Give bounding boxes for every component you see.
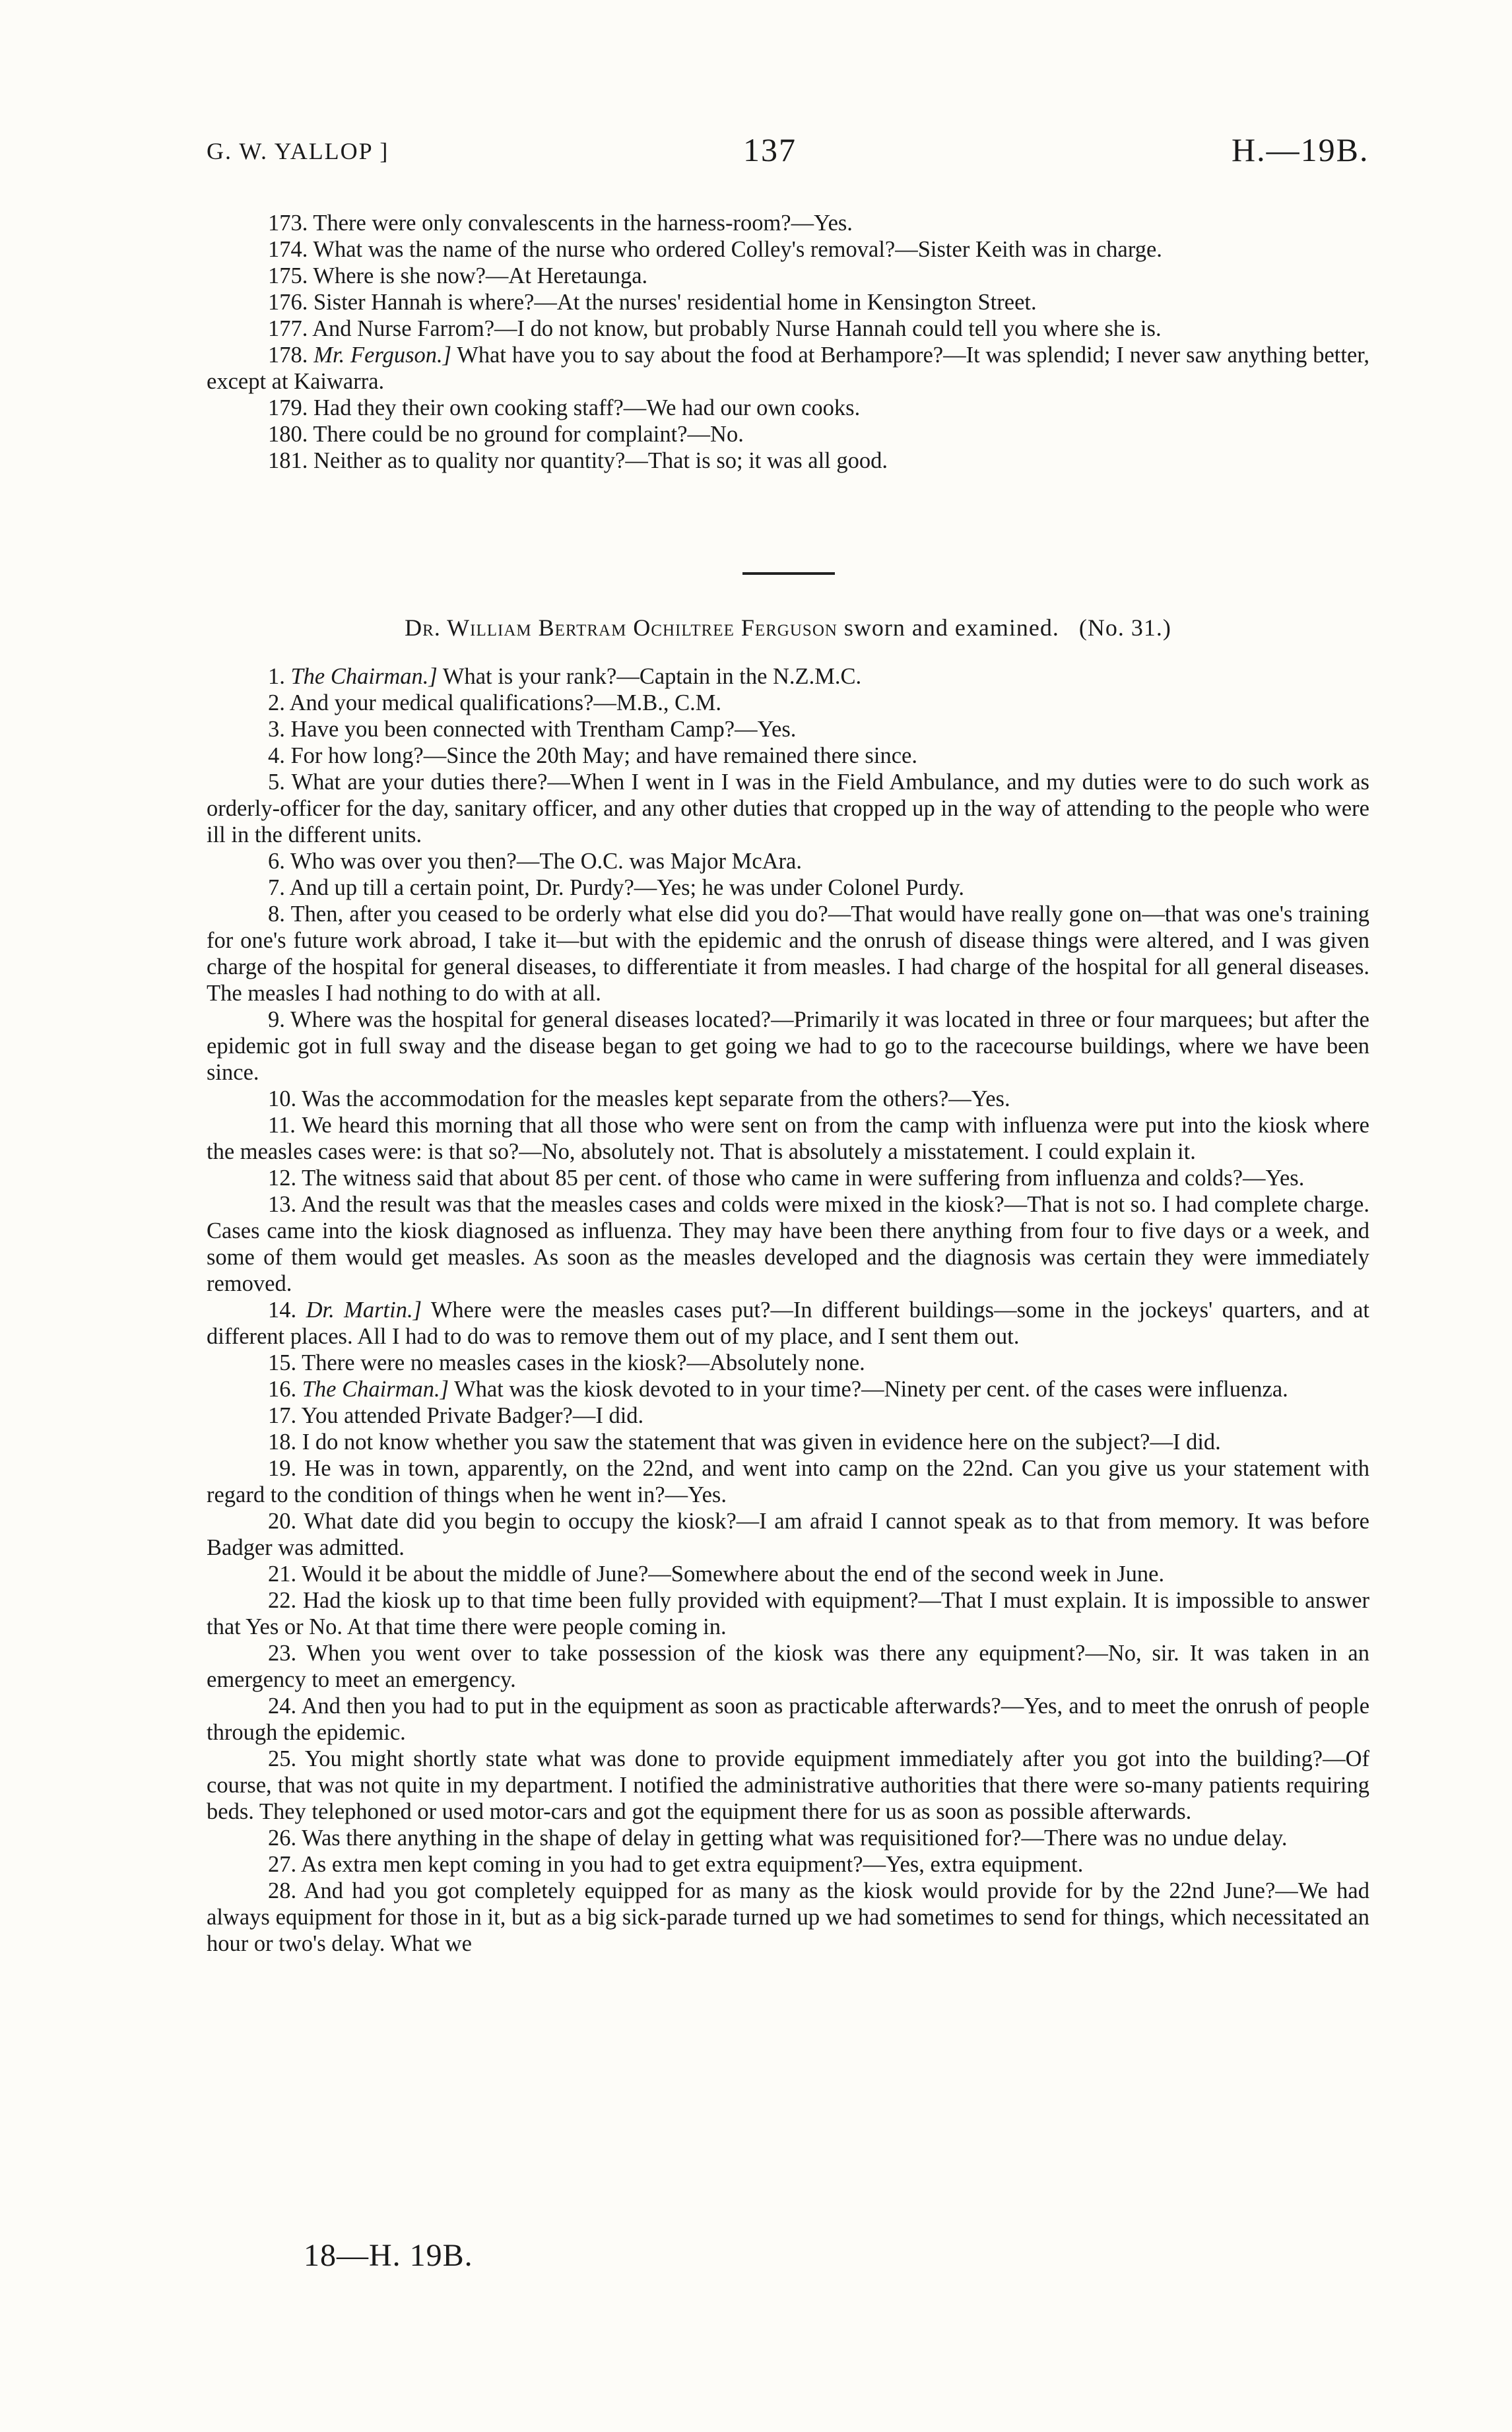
question-number: 21. [268,1561,297,1587]
question-answer-text: He was in town, apparently, on the 22nd, and went into camp on the 22nd. Can you give us your statement with regard to the condition of things when he went in?—Yes. [207,1456,1370,1507]
question-number: 26. [268,1825,297,1851]
testimony-paragraph [207,1640,1369,1693]
question-number: 177. [268,316,308,341]
testimony-paragraph [207,716,1369,742]
testimony-paragraph [207,1112,1369,1165]
question-number: 22. [268,1588,297,1613]
question-answer-text: And Nurse Farrom?—I do not know, but probably Nurse Hannah could tell you where she is. [312,316,1162,341]
question-number: 174. [268,237,308,262]
question-number: 181. [268,448,308,473]
question-answer-text: We heard this morning that all those who were sent on from the camp with influenza were put into the kiosk where the measles cases were: is that so?—No, absolutely not. That is absolutely a misstatement. I could explain it. [207,1113,1369,1164]
testimony-paragraph [207,690,1369,716]
testimony-paragraph [207,1878,1369,1957]
witness-number: (No. 31.) [1078,614,1171,641]
question-number: 1. [268,664,285,689]
question-answer-text: What was the name of the nurse who ordered Colley's removal?—Sister Keith was in charge. [313,237,1162,262]
question-number: 20. [268,1509,297,1534]
testimony-paragraph [207,1587,1369,1640]
question-number: 15. [268,1350,297,1375]
question-number: 10. [268,1086,297,1111]
question-number: 9. [268,1007,285,1032]
question-answer-text: Who was over you then?—The O.C. was Major McAra. [290,849,802,874]
testimony-paragraph [207,663,1369,690]
testimony-paragraph [207,263,1369,289]
question-number: 5. [268,770,285,795]
question-number: 18. [268,1430,297,1455]
testimony-paragraph [207,1429,1369,1455]
testimony-paragraph [207,289,1369,315]
section-divider [742,572,835,575]
question-number: 25. [268,1746,297,1771]
question-answer-text: What are your duties there?—When I went in I was in the Field Ambulance, and my duties were to do such work as orderly-officer for the day, sanitary officer, and any other duties that cropped up in the way of attending to the people who were ill in the different units. [207,770,1369,847]
question-answer-text: And had you got completely equipped for as many as the kiosk would provide for by the 22nd June?—We had always equipment for those in it, but as a big sick-parade turned up we had sometimes to send for things, which necessitated an hour or two's delay. What we [207,1878,1369,1956]
speaker-name: The Chairman.] [302,1377,449,1402]
question-answer-text: Where was the hospital for general diseases located?—Primarily it was located in three or four marquees; but after the epidemic got in full sway and the disease began to get going we had to go to the racecourse buildings, where we have been since. [207,1007,1369,1085]
speaker-name: The Chairman.] [290,664,438,689]
testimony-paragraph [207,1693,1369,1746]
question-number: 23. [268,1641,297,1666]
signature-reference: 18—H. 19B. [304,2238,473,2273]
testimony-paragraph [207,1402,1369,1429]
question-answer-text: Sister Hannah is where?—At the nurses' residential home in Kensington Street. [313,290,1037,315]
testimony-paragraph [207,1165,1369,1191]
testimony-paragraph [207,342,1369,395]
testimony-paragraph [207,901,1369,1006]
question-answer-text: You attended Private Badger?—I did. [301,1403,644,1428]
question-number: 17. [268,1403,297,1428]
question-answer-text: What date did you begin to occupy the kiosk?—I am afraid I cannot speak as to that from memory. It was before Badger was admitted. [207,1509,1369,1560]
question-answer-text: Have you been connected with Trentham Camp?—Yes. [290,717,797,742]
testimony-paragraph [207,1006,1369,1086]
testimony-paragraph [207,1350,1369,1376]
question-number: 178. [268,343,308,368]
question-answer-text: And your medical qualifications?—M.B., C.M. [289,690,722,715]
question-number: 28. [268,1878,297,1903]
question-number: 7. [268,875,285,900]
question-number: 173. [268,211,308,236]
question-answer-text: You might shortly state what was done to provide equipment immediately after you got into the building?—Of course, that was not quite in my department. I notified the administrative authorities that there were so-many patients requiring beds. They telephoned or used motor-cars and got the equipment there for us as soon as possible afterwards. [207,1746,1369,1824]
question-number: 3. [268,717,285,742]
running-head-witness: G. W. YALLOP ] [207,138,389,164]
question-answer-text: The witness said that about 85 per cent. of those who came in were suffering from influenza and colds?—Yes. [302,1166,1305,1191]
question-number: 12. [268,1166,297,1191]
question-answer-text: Had they their own cooking staff?—We had our own cooks. [313,395,861,420]
testimony-paragraph [207,447,1369,474]
question-answer-text: There were no measles cases in the kiosk?—Absolutely none. [302,1350,865,1375]
testimony-block-yallop [207,210,1369,474]
testimony-paragraph [207,874,1369,901]
question-number: 11. [268,1113,296,1138]
question-answer-text: Was the accommodation for the measles kept separate from the others?—Yes. [302,1086,1010,1111]
speaker-name: Dr. Martin.] [306,1298,422,1323]
witness-name: Dr. William Bertram Ochiltree Ferguson [405,614,838,641]
question-answer-text: Neither as to quality nor quantity?—That is so; it was all good. [313,448,888,473]
testimony-paragraph [207,421,1369,447]
question-answer-text: Would it be about the middle of June?—Somewhere about the end of the second week in June. [302,1561,1165,1587]
question-number: 13. [268,1192,297,1217]
question-answer-text: As extra men kept coming in you had to get extra equipment?—Yes, extra equipment. [300,1852,1084,1877]
question-answer-text: There were only convalescents in the harness-room?—Yes. [313,211,853,236]
question-number: 180. [268,422,308,447]
testimony-paragraph [207,742,1369,769]
question-number: 175. [268,263,308,288]
testimony-paragraph [207,1455,1369,1508]
question-answer-text: Where is she now?—At Heretaunga. [313,263,648,288]
question-answer-text: Where were the measles cases put?—In different buildings—some in the jockeys' quarters, and at different places. All I had to do was to remove them out of my place, and I sent them out. [207,1298,1369,1349]
testimony-paragraph [207,1297,1369,1350]
testimony-paragraph [207,1561,1369,1587]
question-answer-text: Then, after you ceased to be orderly what else did you do?—That would have really gone on—that was one's training for one's future work abroad, I take it—but with the epidemic and the onrush of disease things were altered, and I was given charge of the hospital for general diseases, to differentiate it from measles. I had charge of the hospital for all general diseases. The measles I had nothing to do with at all. [207,902,1369,1006]
question-number: 27. [268,1852,297,1877]
question-number: 4. [268,743,285,768]
testimony-paragraph [207,848,1369,874]
question-number: 19. [268,1456,297,1481]
question-answer-text: Was there anything in the shape of delay in getting what was requisitioned for?—There was no undue delay. [302,1825,1288,1851]
witness-sworn-text: sworn and examined. [843,614,1059,641]
testimony-paragraph [207,1191,1369,1297]
question-answer-text: And then you had to put in the equipment as soon as practicable afterwards?—Yes, and to meet the onrush of people through the epidemic. [207,1693,1370,1745]
testimony-paragraph [207,395,1369,421]
testimony-paragraph [207,315,1369,342]
question-number: 8. [268,902,285,927]
question-answer-text: What was the kiosk devoted to in your time?—Ninety per cent. of the cases were influenza. [454,1377,1288,1402]
question-number: 2. [268,690,285,715]
question-answer-text: For how long?—Since the 20th May; and have remained there since. [290,743,917,768]
testimony-paragraph [207,1086,1369,1112]
testimony-paragraph [207,236,1369,263]
testimony-paragraph [207,1376,1369,1402]
question-answer-text: And the result was that the measles cases and colds were mixed in the kiosk?—That is not so. I had complete charge. Cases came into the kiosk diagnosed as influenza. They may have been there anything from four to five days or a week, and some of them would get measles. As soon as the measles developed and the diagnosis was certain they were immediately removed. [207,1192,1369,1296]
testimony-paragraph [207,1851,1369,1878]
testimony-paragraph [207,1508,1369,1561]
testimony-block-ferguson [207,663,1369,1957]
question-answer-text: There could be no ground for complaint?—No. [313,422,744,447]
question-number: 6. [268,849,285,874]
question-answer-text: Had the kiosk up to that time been fully provided with equipment?—That I must explain. It is impossible to answer that Yes or No. At that time there were people coming in. [207,1588,1370,1639]
testimony-paragraph [207,769,1369,848]
speaker-name: Mr. Ferguson.] [313,343,452,368]
question-answer-text: I do not know whether you saw the statement that was given in evidence here on the subject?—I did. [302,1430,1221,1455]
testimony-paragraph [207,1746,1369,1825]
document-reference: H.—19B. [1232,131,1369,168]
testimony-paragraph [207,1825,1369,1851]
question-answer-text: And up till a certain point, Dr. Purdy?—Yes; he was under Colonel Purdy. [289,875,965,900]
testimony-paragraph [207,210,1369,236]
question-number: 179. [268,395,308,420]
question-answer-text: What is your rank?—Captain in the N.Z.M.C. [442,664,862,689]
question-number: 176. [268,290,308,315]
question-answer-text: When you went over to take possession of the kiosk was there any equipment?—No, sir. It was taken in an emergency to meet an emergency. [207,1641,1369,1692]
question-number: 24. [268,1693,297,1719]
question-answer-text: What have you to say about the food at Berhampore?—It was splendid; I never saw anything better, except at Kaiwarra. [207,343,1369,394]
question-number: 14. [268,1298,297,1323]
page-number: 137 [743,131,797,168]
witness-heading [207,614,1369,641]
question-number: 16. [268,1377,297,1402]
